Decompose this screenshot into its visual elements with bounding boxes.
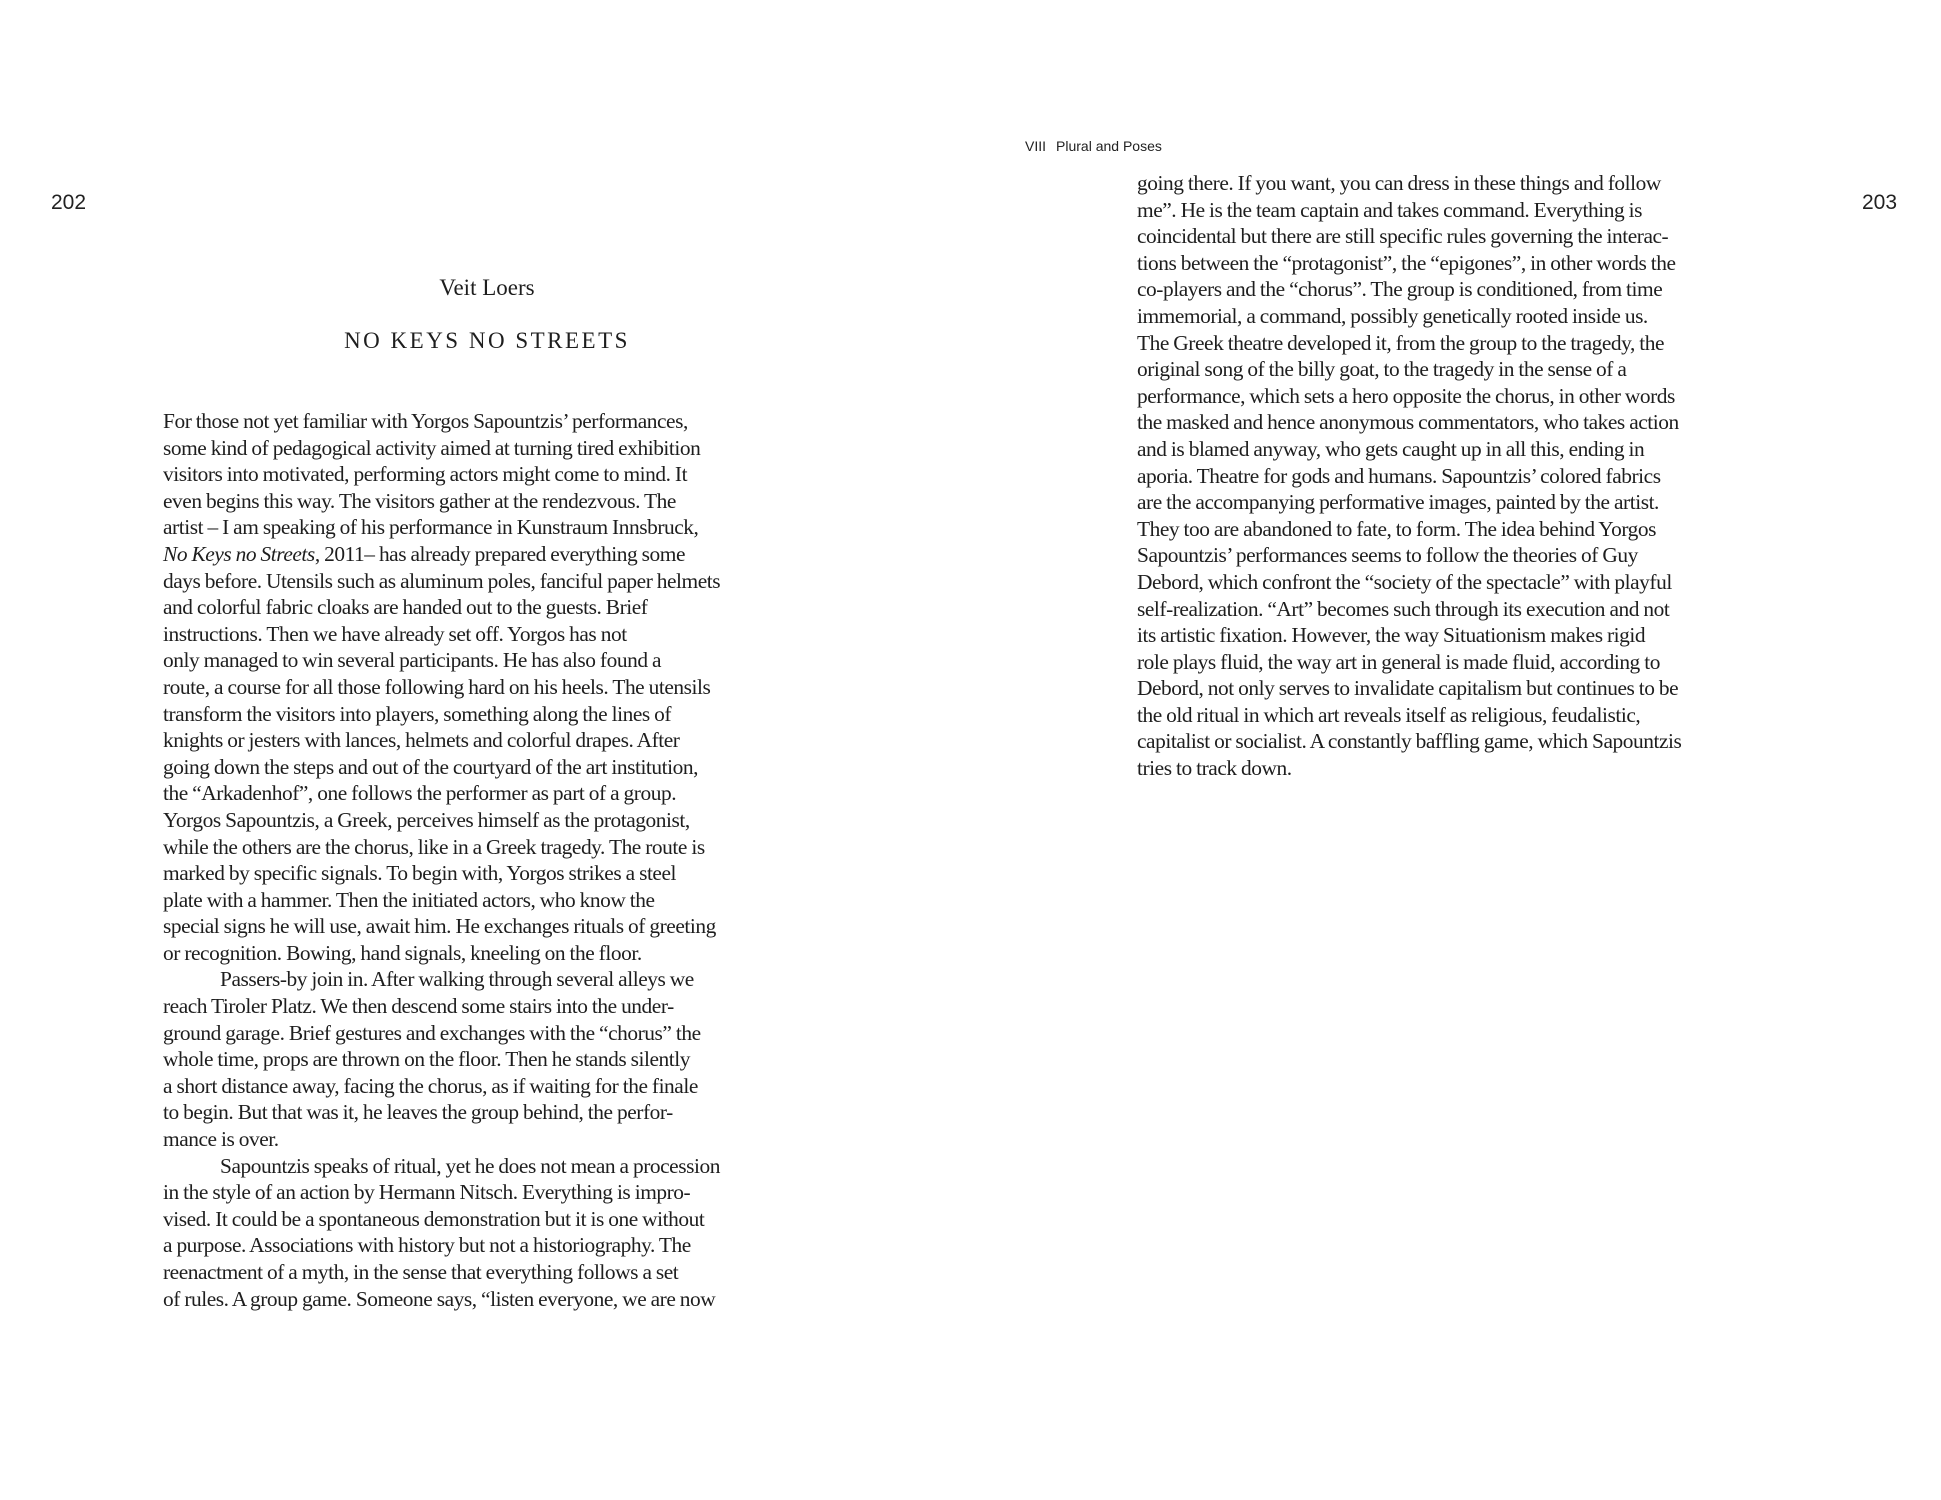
text-line: They too are abandoned to fate, to form. The idea behind Yorgos (1137, 516, 1657, 541)
text-line: capitalist or socialist. A constantly baffling game, which Sapountzis (1137, 729, 1682, 754)
text-line: visitors into motivated, performing actors might come to mind. It (163, 462, 688, 487)
text-line: to begin. But that was it, he leaves the group behind, the perfor- (163, 1100, 673, 1125)
text-line: only managed to win several participants. He has also found a (163, 648, 662, 673)
text-line: while the others are the chorus, like in a Greek tragedy. The route is (163, 834, 705, 859)
text-line: tries to track down. (1137, 756, 1292, 781)
text-line: special signs he will use, await him. He exchanges rituals of greeting (163, 914, 716, 939)
text-line: role plays fluid, the way art in general is made fluid, according to (1137, 649, 1660, 674)
text-line: reenactment of a myth, in the sense that everything follows a set (163, 1260, 679, 1284)
italic-work-title: No Keys no Streets (163, 541, 315, 566)
text-line: me”. He is the team captain and takes command. Everything is (1137, 197, 1642, 222)
text-line: whole time, props are thrown on the floor. Then he stands silently (163, 1047, 690, 1072)
text-line: artist – I am speaking of his performance in Kunstraum Innsbruck, (163, 515, 699, 540)
text-line (163, 541, 823, 568)
text-line: a short distance away, facing the chorus, as if waiting for the finale (163, 1073, 698, 1098)
text-line: transform the visitors into players, something along the lines of (163, 701, 672, 726)
paragraph-first-line: Sapountzis speaks of ritual, yet he does not mean a procession (220, 1153, 720, 1178)
text-line: and is blamed anyway, who gets caught up in all this, ending in (1137, 436, 1645, 461)
text-line: going down the steps and out of the courtyard of the art institution, (163, 754, 699, 779)
text-line: Debord, which confront the “society of the spectacle” with playful (1137, 569, 1672, 594)
text-line: the “Arkadenhof”, one follows the performer as part of a group. (163, 781, 677, 806)
text-line: or recognition. Bowing, hand signals, kneeling on the floor. (163, 940, 642, 965)
text-line: plate with a hammer. Then the initiated actors, who know the (163, 887, 655, 912)
text-line: its artistic fixation. However, the way Situationism makes rigid (1137, 623, 1646, 648)
text-line: the old ritual in which art reveals itself as religious, feudalistic, (1137, 702, 1641, 727)
running-header (1025, 137, 1162, 155)
line-continuation: , 2011– has already prepared everything some (314, 541, 686, 566)
text-line: original song of the billy goat, to the tragedy in the sense of a (1137, 357, 1627, 382)
text-line: are the accompanying performative images, painted by the artist. (1137, 490, 1659, 515)
right-page-number: 203 (1862, 191, 1898, 214)
text-line: immemorial, a command, possibly genetically rooted inside us. (1137, 303, 1648, 328)
text-line: the masked and hence anonymous commentators, who takes action (1137, 410, 1679, 435)
text-line: vised. It could be a spontaneous demonstration but it is one without (163, 1206, 705, 1231)
right-text-column (1137, 170, 1797, 782)
text-line: even begins this way. The visitors gather at the rendezvous. The (163, 488, 676, 513)
section-number: VIII (1025, 138, 1047, 154)
article-author: Veit Loers (439, 275, 535, 300)
text-line: performance, which sets a hero opposite the chorus, in other words (1137, 383, 1675, 408)
text-line: a purpose. Associations with history but not a historiography. The (163, 1233, 691, 1258)
text-line: tions between the “protagonist”, the “epigones”, in other words the (1137, 250, 1676, 275)
text-line: reach Tiroler Platz. We then descend some stairs into the under- (163, 994, 674, 1019)
text-line: marked by specific signals. To begin with, Yorgos strikes a steel (163, 861, 677, 886)
text-line: Debord, not only serves to invalidate capitalism but continues to be (1137, 676, 1679, 701)
text-line: going there. If you want, you can dress in these things and follow (1137, 171, 1661, 195)
left-page-number: 202 (51, 191, 87, 214)
section-title: Plural and Poses (1056, 138, 1162, 154)
text-line: some kind of pedagogical activity aimed at turning tired exhibition (163, 435, 701, 460)
text-line: ground garage. Brief gestures and exchanges with the “chorus” the (163, 1020, 701, 1045)
left-text-column (163, 408, 823, 1312)
text-line: in the style of an action by Hermann Nitsch. Everything is impro- (163, 1180, 691, 1205)
paragraph-first-line: Passers-by join in. After walking through several alleys we (220, 967, 694, 992)
text-line: route, a course for all those following hard on his heels. The utensils (163, 674, 711, 699)
text-line: days before. Utensils such as aluminum poles, fanciful paper helmets (163, 568, 721, 593)
text-line: The Greek theatre developed it, from the group to the tragedy, the (1137, 330, 1665, 355)
text-line: of rules. A group game. Someone says, “listen everyone, we are now (163, 1286, 716, 1311)
text-line: knights or jesters with lances, helmets and colorful drapes. After (163, 728, 680, 753)
article-title: NO KEYS NO STREETS (344, 328, 630, 353)
text-line: mance is over. (163, 1127, 279, 1152)
text-line: Yorgos Sapountzis, a Greek, perceives himself as the protagonist, (163, 807, 690, 832)
text-line: co-players and the “chorus”. The group is conditioned, from time (1137, 277, 1663, 302)
text-line: Sapountzis’ performances seems to follow the theories of Guy (1137, 543, 1638, 568)
text-line: instructions. Then we have already set off. Yorgos has not (163, 621, 627, 646)
text-line: aporia. Theatre for gods and humans. Sapountzis’ colored fabrics (1137, 463, 1661, 488)
text-line: coincidental but there are still specific rules governing the interac- (1137, 224, 1669, 249)
text-line: self-realization. “Art” becomes such through its execution and not (1137, 596, 1670, 621)
text-line: For those not yet familiar with Yorgos Sapountzis’ performances, (163, 409, 688, 433)
text-line: and colorful fabric cloaks are handed out to the guests. Brief (163, 595, 648, 620)
